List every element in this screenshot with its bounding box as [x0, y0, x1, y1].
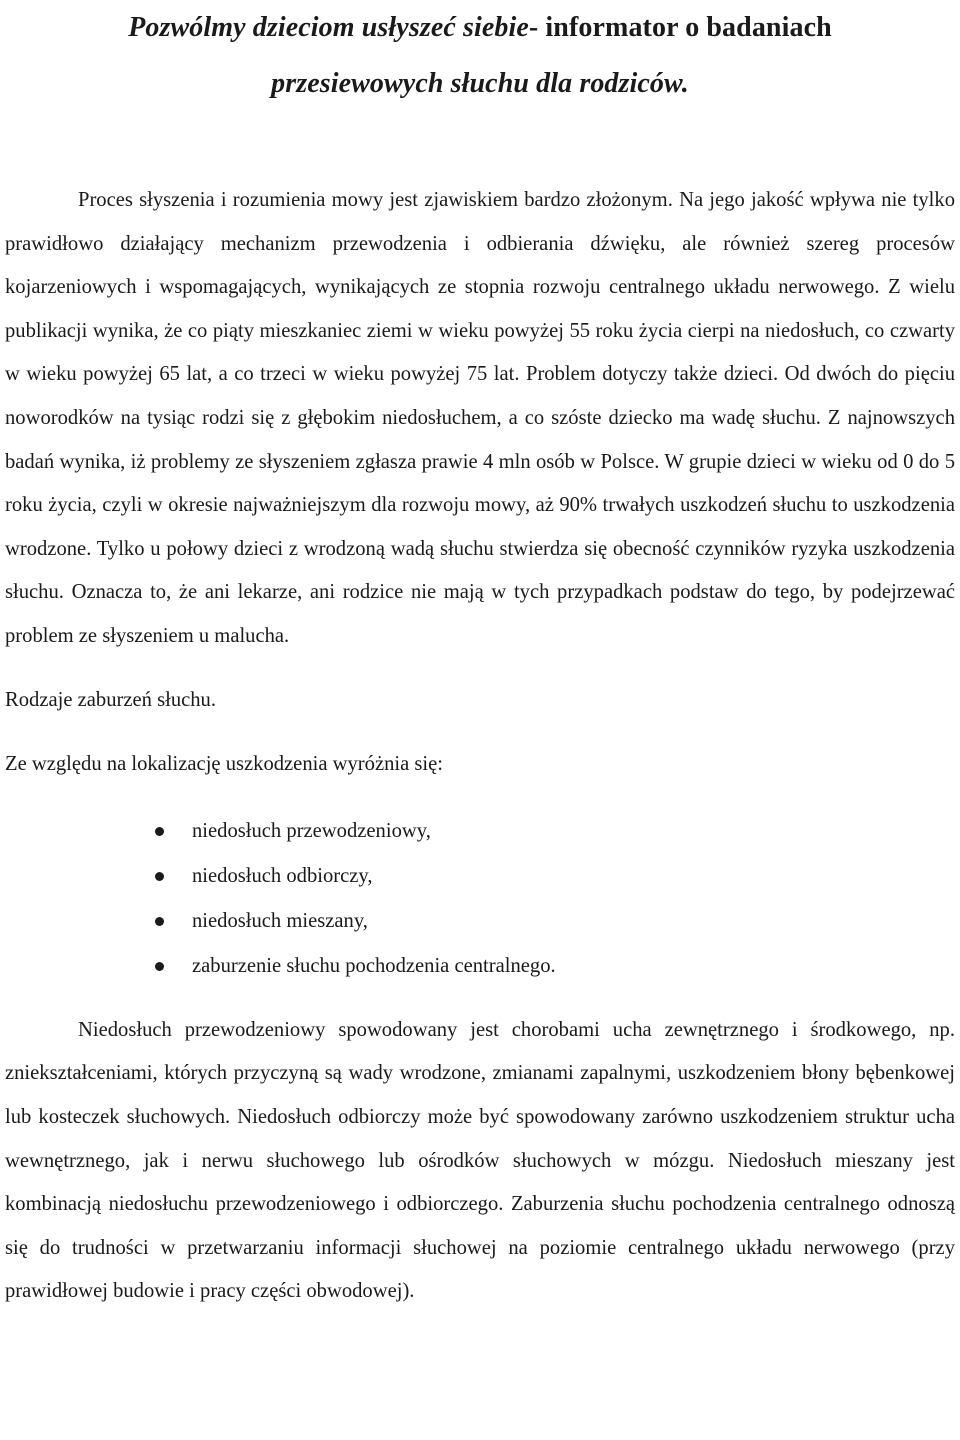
title-line-2: przesiewowych słuchu dla rodziców. — [271, 68, 689, 99]
localization-heading: Ze względu na lokalizację uszkodzenia wyróżnia się: — [5, 753, 443, 776]
section-heading: Rodzaje zaburzeń słuchu. — [5, 688, 216, 711]
document-page — [5, 0, 955, 1314]
title-italic-part: Pozwólmy dzieciom usłyszeć siebie — [128, 12, 529, 43]
intro-paragraph: Proces słyszenia i rozumienia mowy jest zjawiskiem bardzo złożonym. Na jego jakość wpływa nie tylko prawidłowo działający mechanizm przewodzenia i odbierania dźwięku, ale również szereg procesów kojarzeniowych i wspomagających, wynikających ze stopnia rozwoju centralnego układu nerwowego. Z wielu publikacji wynika, że co piąty mieszkaniec ziemi w wieku powyżej 55 roku życia cierpi na niedosłuch, co czwarty w wieku powyżej 65 lat, a co trzeci w wieku powyżej 75 lat. Problem dotyczy także dzieci. Od dwóch do pięciu noworodków na tysiąc rodzi się z głębokim niedosłuchem, a co szóste dziecko ma wadę słuchu. Z najnowszych badań wynika, iż problemy ze słyszeniem zgłasza prawie 4 mln osób w Polsce. W grupie dzieci w wieku od 0 do 5 roku życia, czyli w okresie najważniejszym dla rozwoju mowy, aż 90% trwałych uszkodzeń słuchu to uszkodzenia wrodzone. Tylko u połowy dzieci z wrodzoną wadą słuchu stwierdza się obecność czynników ryzyka uszkodzenia słuchu. Oznacza to, że ani lekarze, ani rodzice nie mają w tych przypadkach podstaw do tego, by podejrzewać problem ze słyszeniem u malucha. — [5, 189, 955, 647]
types-description-paragraph: Niedosłuch przewodzeniowy spowodowany jest chorobami ucha zewnętrznego i środkowego, np. zniekształceniami, których przyczyną są wady wrodzone, zmianami zapalnymi, uszkodzeniem błony bębenkowej lub kosteczek słuchowych. Niedosłuch odbiorczy może być spowodowany zarówno uszkodzeniem struktur ucha wewnętrznego, jak i nerwu słuchowego lub ośrodków słuchowych w mózgu. Niedosłuch mieszany jest kombinacją niedosłuchu przewodzeniowego i odbiorczego. Zaburzenia słuchu pochodzenia centralnego odnoszą się do trudności w przetwarzaniu informacji słuchowej na poziomie centralnego układu nerwowego (przy prawidłowej budowie i pracy części obwodowej). — [5, 1018, 955, 1303]
title-normal-part: - informator o badaniach — [528, 12, 832, 43]
list-item-label: niedosłuch odbiorczy, — [192, 864, 373, 887]
bullet-icon — [155, 872, 164, 881]
list-item-label: zaburzenie słuchu pochodzenia centralnego. — [192, 954, 556, 977]
list-item — [5, 944, 955, 989]
document-title — [5, 0, 955, 112]
bullet-icon — [155, 917, 164, 926]
list-item — [5, 854, 955, 899]
bullet-icon — [155, 962, 164, 971]
list-item — [5, 809, 955, 854]
list-item — [5, 899, 955, 944]
hearing-loss-types-list — [5, 809, 955, 989]
list-item-label: niedosłuch przewodzeniowy, — [192, 819, 431, 842]
list-item-label: niedosłuch mieszany, — [192, 909, 368, 932]
bullet-icon — [155, 827, 164, 836]
